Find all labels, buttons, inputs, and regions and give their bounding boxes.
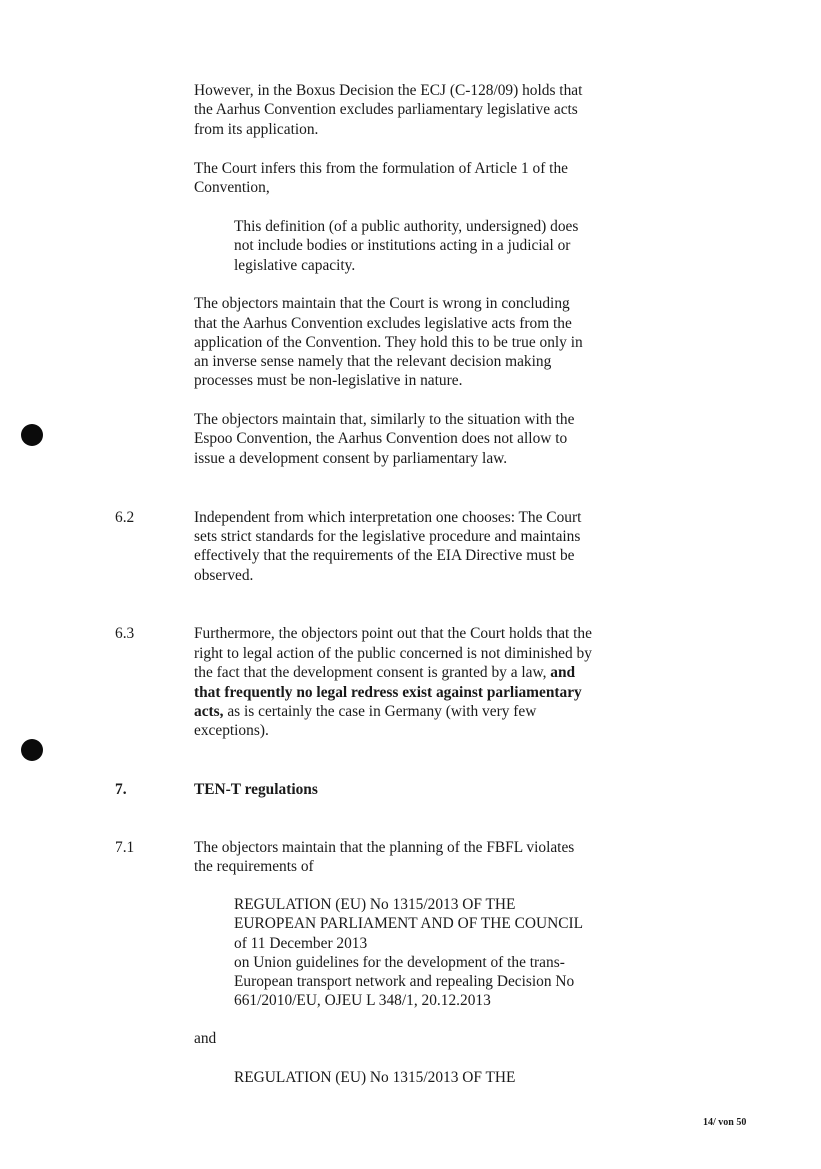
- paragraph-wrong-line: processes must be non-legislative in nature.: [194, 372, 463, 389]
- punch-hole-lower: [21, 739, 43, 761]
- definition-quote-line: legislative capacity.: [234, 257, 356, 274]
- section-6-3-line: [194, 702, 536, 721]
- section-6-2-line: observed.: [194, 567, 254, 584]
- section-6-3-line: right to legal action of the public concerned is not diminished by: [194, 645, 592, 662]
- section-7-heading: TEN-T regulations: [194, 781, 318, 798]
- section-6-3-bold-line: that frequently no legal redress exist against parliamentary: [194, 684, 582, 701]
- paragraph-wrong-line: an inverse sense namely that the relevant decision making: [194, 353, 552, 370]
- section-6-3-bold-text: acts,: [194, 703, 224, 720]
- section-6-2-line: Independent from which interpretation one chooses: The Court: [194, 509, 582, 526]
- paragraph-boxus-line: the Aarhus Convention excludes parliamentary legislative acts: [194, 101, 578, 118]
- section-6-2-line: effectively that the requirements of the EIA Directive must be: [194, 547, 575, 564]
- connector-and: and: [194, 1030, 217, 1047]
- paragraph-wrong-line: The objectors maintain that the Court is wrong in concluding: [194, 295, 570, 312]
- regulation-1-line: 661/2010/EU, OJEU L 348/1, 20.12.2013: [234, 992, 491, 1009]
- section-6-3-text: as is certainly the case in Germany (with very few: [223, 703, 537, 720]
- definition-quote-line: This definition (of a public authority, undersigned) does: [234, 218, 579, 235]
- paragraph-boxus-line: from its application.: [194, 121, 319, 138]
- paragraph-espoo-line: The objectors maintain that, similarly to the situation with the: [194, 411, 575, 428]
- section-6-3-line: exceptions).: [194, 722, 269, 739]
- section-number-6-3: 6.3: [115, 625, 135, 642]
- section-6-3-text: the fact that the development consent is granted by a law,: [194, 664, 551, 681]
- section-7-1-line: The objectors maintain that the planning of the FBFL violates: [194, 839, 575, 856]
- section-6-3-bold-text: and: [550, 664, 576, 681]
- page-number: 14/ von 50: [703, 1117, 747, 1128]
- paragraph-infers-line: Convention,: [194, 179, 270, 196]
- regulation-1-line: of 11 December 2013: [234, 935, 368, 952]
- paragraph-espoo-line: issue a development consent by parliamentary law.: [194, 450, 508, 467]
- punch-hole-upper: [21, 424, 43, 446]
- section-6-3-line: Furthermore, the objectors point out that the Court holds that the: [194, 625, 592, 642]
- paragraph-boxus-line: However, in the Boxus Decision the ECJ (C-128/09) holds that: [194, 82, 583, 99]
- section-number-7: 7.: [115, 781, 127, 798]
- paragraph-wrong-line: application of the Convention. They hold this to be true only in: [194, 334, 583, 351]
- section-6-2-line: sets strict standards for the legislative procedure and maintains: [194, 528, 581, 545]
- regulation-2-line: REGULATION (EU) No 1315/2013 OF THE: [234, 1069, 516, 1086]
- section-6-3-line: [194, 663, 575, 682]
- regulation-1-line: on Union guidelines for the development of the trans-: [234, 954, 565, 971]
- section-number-6-2: 6.2: [115, 509, 135, 526]
- regulation-1-line: REGULATION (EU) No 1315/2013 OF THE: [234, 896, 516, 913]
- definition-quote-line: not include bodies or institutions acting in a judicial or: [234, 237, 571, 254]
- paragraph-wrong-line: that the Aarhus Convention excludes legislative acts from the: [194, 315, 572, 332]
- regulation-1-line: EUROPEAN PARLIAMENT AND OF THE COUNCIL: [234, 915, 584, 932]
- paragraph-espoo-line: Espoo Convention, the Aarhus Convention does not allow to: [194, 430, 568, 447]
- section-7-1-line: the requirements of: [194, 858, 314, 875]
- paragraph-infers-line: The Court infers this from the formulation of Article 1 of the: [194, 160, 568, 177]
- section-number-7-1: 7.1: [115, 839, 135, 856]
- regulation-1-line: European transport network and repealing Decision No: [234, 973, 575, 990]
